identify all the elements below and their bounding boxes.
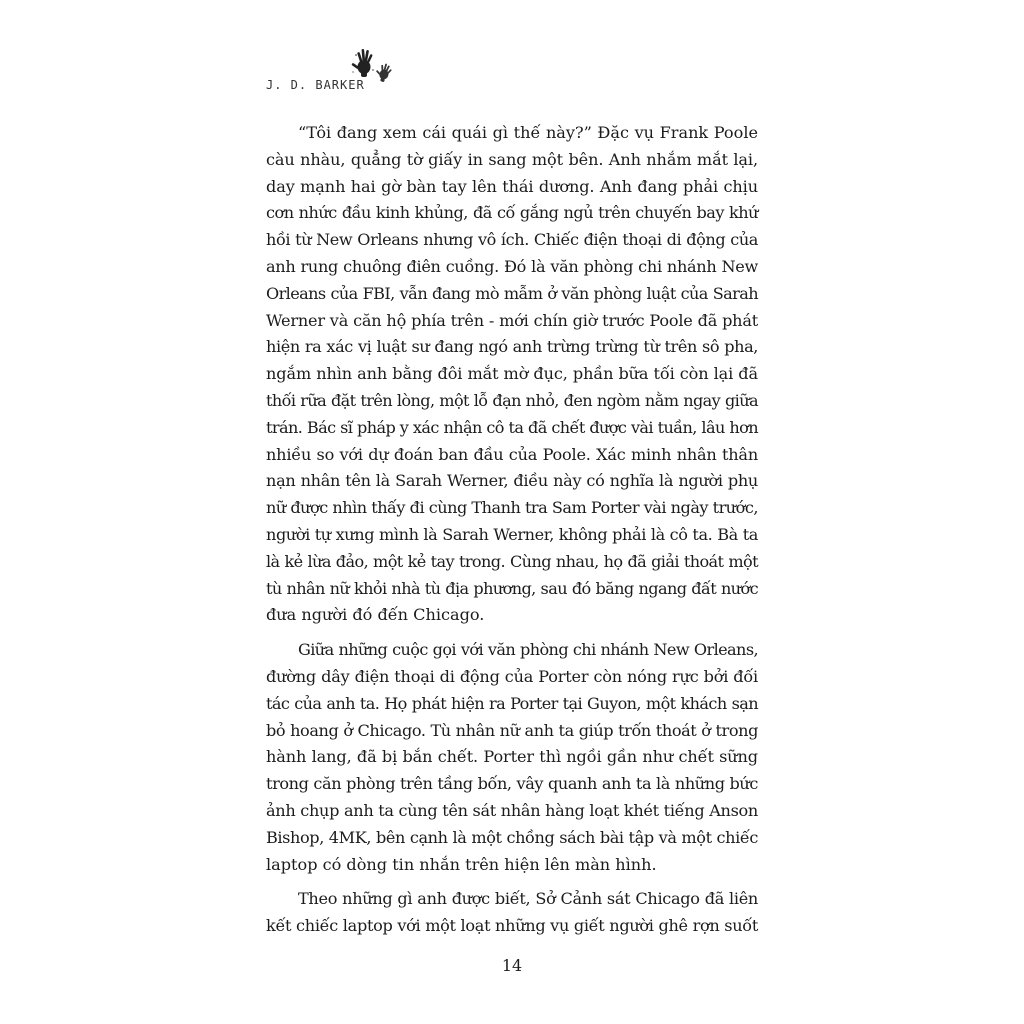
paragraph-1 xyxy=(266,120,758,629)
text-line: Theo những gì anh được biết, Sở Cảnh sát Chicago đã liên xyxy=(298,889,758,909)
text-line: đưa người đó đến Chicago. xyxy=(266,605,485,625)
text-line: tù nhân nữ khỏi nhà tù địa phương, sau đó băng ngang đất nước xyxy=(266,578,758,598)
text-line: Giữa những cuộc gọi với văn phòng chi nhánh New Orleans, xyxy=(298,640,758,660)
text-line: Bishop, 4MK, bên cạnh là một chồng sách bài tập và một chiếc xyxy=(266,827,758,847)
text-line: hồi từ New Orleans nhưng vô ích. Chiếc điện thoại di động của xyxy=(266,230,758,250)
text-line: day mạnh hai gờ bàn tay lên thái dương. Anh đang phải chịu xyxy=(266,176,758,196)
text-line: nạn nhân tên là Sarah Werner, điều này có nghĩa là người phụ xyxy=(266,471,758,491)
text-line: laptop có dòng tin nhắn trên hiện lên màn hình. xyxy=(266,854,657,874)
text-line: Werner và căn hộ phía trên - mới chín giờ trước Poole đã phát xyxy=(266,310,758,330)
paragraph-2 xyxy=(266,637,758,878)
page-number: 14 xyxy=(501,956,523,975)
text-line: nữ được nhìn thấy đi cùng Thanh tra Sam Porter vài ngày trước, xyxy=(266,498,758,518)
body-text xyxy=(266,120,758,948)
text-line: hiện ra xác vị luật sư đang ngó anh trừng trừng từ trên sô pha, xyxy=(266,337,758,357)
text-line: trong căn phòng trên tầng bốn, vây quanh anh ta là những bức xyxy=(266,774,758,794)
text-line: Orleans của FBI, vẫn đang mò mẫm ở văn phòng luật của Sarah xyxy=(266,283,758,303)
text-line: kết chiếc laptop với một loạt những vụ giết người ghê rợn suốt xyxy=(266,916,758,936)
author-name: J. D. BARKER xyxy=(266,78,365,92)
text-line: ngắm nhìn anh bằng đôi mắt mờ đục, phần bữa tối còn lại đã xyxy=(266,364,758,384)
text-line: bỏ hoang ở Chicago. Tù nhân nữ anh ta giúp trốn thoát ở trong xyxy=(266,720,758,740)
text-line: trán. Bác sĩ pháp y xác nhận cô ta đã chết được vài tuần, lâu hơn xyxy=(266,417,758,437)
text-line: thối rữa đặt trên lòng, một lỗ đạn nhỏ, đen ngòm nằm ngay giữa xyxy=(266,390,758,410)
text-line: ảnh chụp anh ta cùng tên sát nhân hàng loạt khét tiếng Anson xyxy=(266,800,758,820)
text-line: “Tôi đang xem cái quái gì thế này?” Đặc vụ Frank Poole xyxy=(298,123,758,142)
text-line: nhiều so với dự đoán ban đầu của Poole. Xác minh nhân thân xyxy=(266,444,758,464)
text-line: tác của anh ta. Họ phát hiện ra Porter tại Guyon, một khách sạn xyxy=(266,693,758,713)
text-line: đường dây điện thoại di động của Porter còn nóng rực bởi đối xyxy=(266,666,758,686)
text-line: cơn nhức đầu kinh khủng, đã cố gắng ngủ trên chuyến bay khứ xyxy=(266,203,758,223)
text-line: hành lang, đã bị bắn chết. Porter thì ngồi gần như chết sững xyxy=(266,747,758,767)
text-line: càu nhàu, quẳng tờ giấy in sang một bên. Anh nhắm mắt lại, xyxy=(266,149,758,169)
text-line: là kẻ lừa đảo, một kẻ tay trong. Cùng nhau, họ đã giải thoát một xyxy=(266,551,758,571)
paragraph-3 xyxy=(266,886,758,940)
text-line: anh rung chuông điên cuồng. Đó là văn phòng chi nhánh New xyxy=(266,256,758,276)
running-header xyxy=(266,46,466,96)
text-line: người tự xưng mình là Sarah Werner, không phải là cô ta. Bà ta xyxy=(266,524,758,544)
